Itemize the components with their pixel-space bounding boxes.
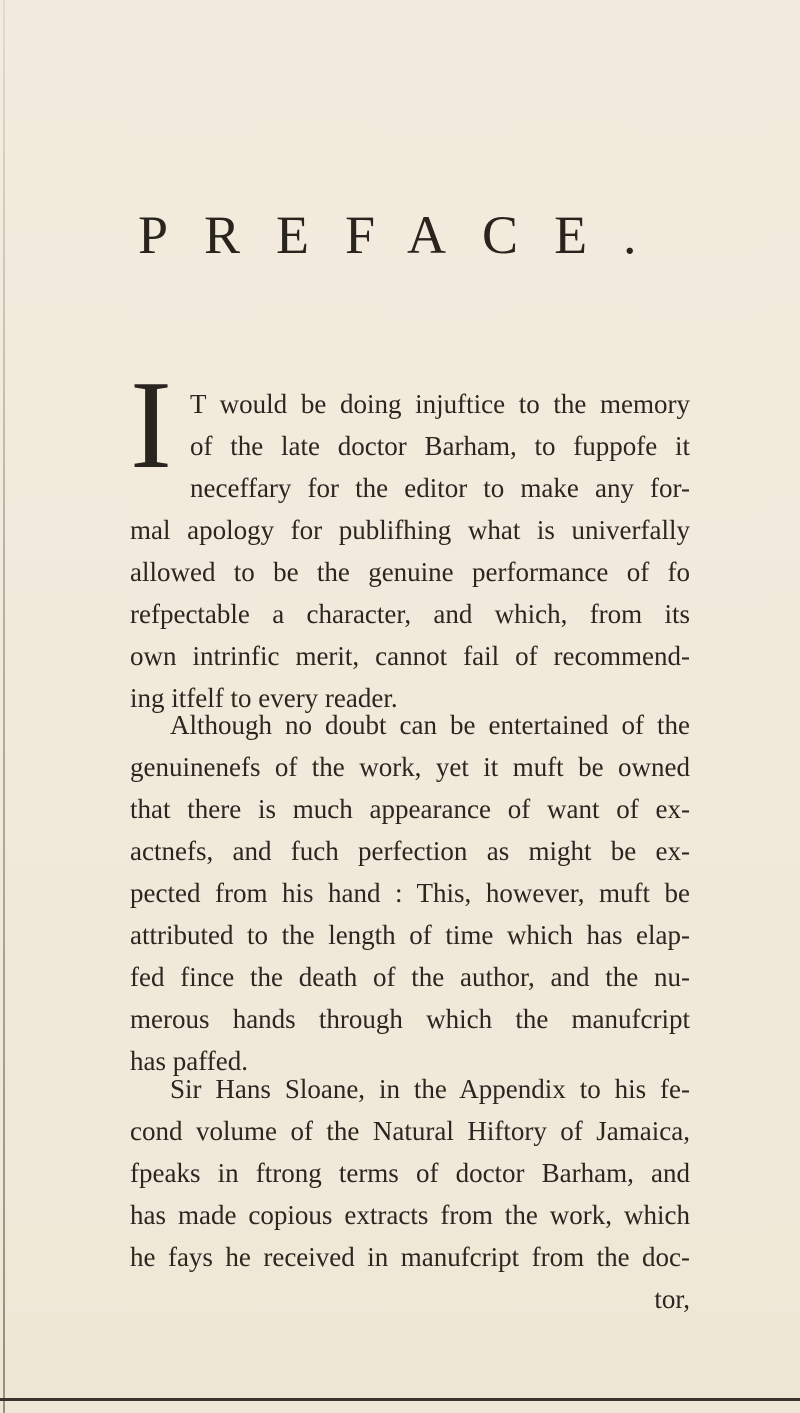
page-bottom-edge: [0, 1398, 800, 1401]
text-line: has paffed.: [130, 1046, 248, 1076]
drop-cap: I: [130, 356, 172, 495]
text-line: fed fince the death of the author, and the nu-: [130, 962, 690, 992]
page-title: PREFACE.: [138, 205, 673, 265]
text-line: ing itfelf to every reader.: [130, 683, 398, 713]
text-line: own intrinfic merit, cannot fail of recommend-: [130, 641, 690, 671]
text-line: cond volume of the Natural Hiftory of Jamaica,: [130, 1116, 690, 1146]
paragraph-1-opening: [190, 383, 690, 509]
text-line: mal apology for publifhing what is univerfally: [130, 515, 690, 545]
paragraph-1: [130, 509, 690, 719]
text-line: actnefs, and fuch perfection as might be ex-: [130, 836, 690, 866]
text-line: that there is much appearance of want of ex-: [130, 794, 690, 824]
text-line: neceffary for the editor to make any for-: [190, 473, 690, 503]
text-line: genuinenefs of the work, yet it muft be owned: [130, 752, 690, 782]
page-gutter-edge: [3, 0, 5, 1413]
text-line: allowed to be the genuine performance of fo: [130, 557, 690, 587]
paragraph-2: [130, 704, 690, 1082]
paragraph-3: [130, 1068, 690, 1320]
text-line: of the late doctor Barham, to fuppofe it: [190, 431, 690, 461]
text-line: fpeaks in ftrong terms of doctor Barham, and: [130, 1158, 690, 1188]
text-line: T would be doing injuftice to the memory: [190, 389, 690, 419]
text-line: Although no doubt can be entertained of the: [170, 710, 690, 740]
catchword: tor,: [654, 1284, 690, 1314]
text-line: refpectable a character, and which, from its: [130, 599, 690, 629]
text-line: pected from his hand : This, however, muft be: [130, 878, 690, 908]
text-line: has made copious extracts from the work, which: [130, 1200, 690, 1230]
text-line: merous hands through which the manufcript: [130, 1004, 690, 1034]
text-line: attributed to the length of time which has elap-: [130, 920, 690, 950]
text-line: he fays he received in manufcript from the doc-: [130, 1242, 690, 1272]
text-line: Sir Hans Sloane, in the Appendix to his fe-: [170, 1074, 690, 1104]
